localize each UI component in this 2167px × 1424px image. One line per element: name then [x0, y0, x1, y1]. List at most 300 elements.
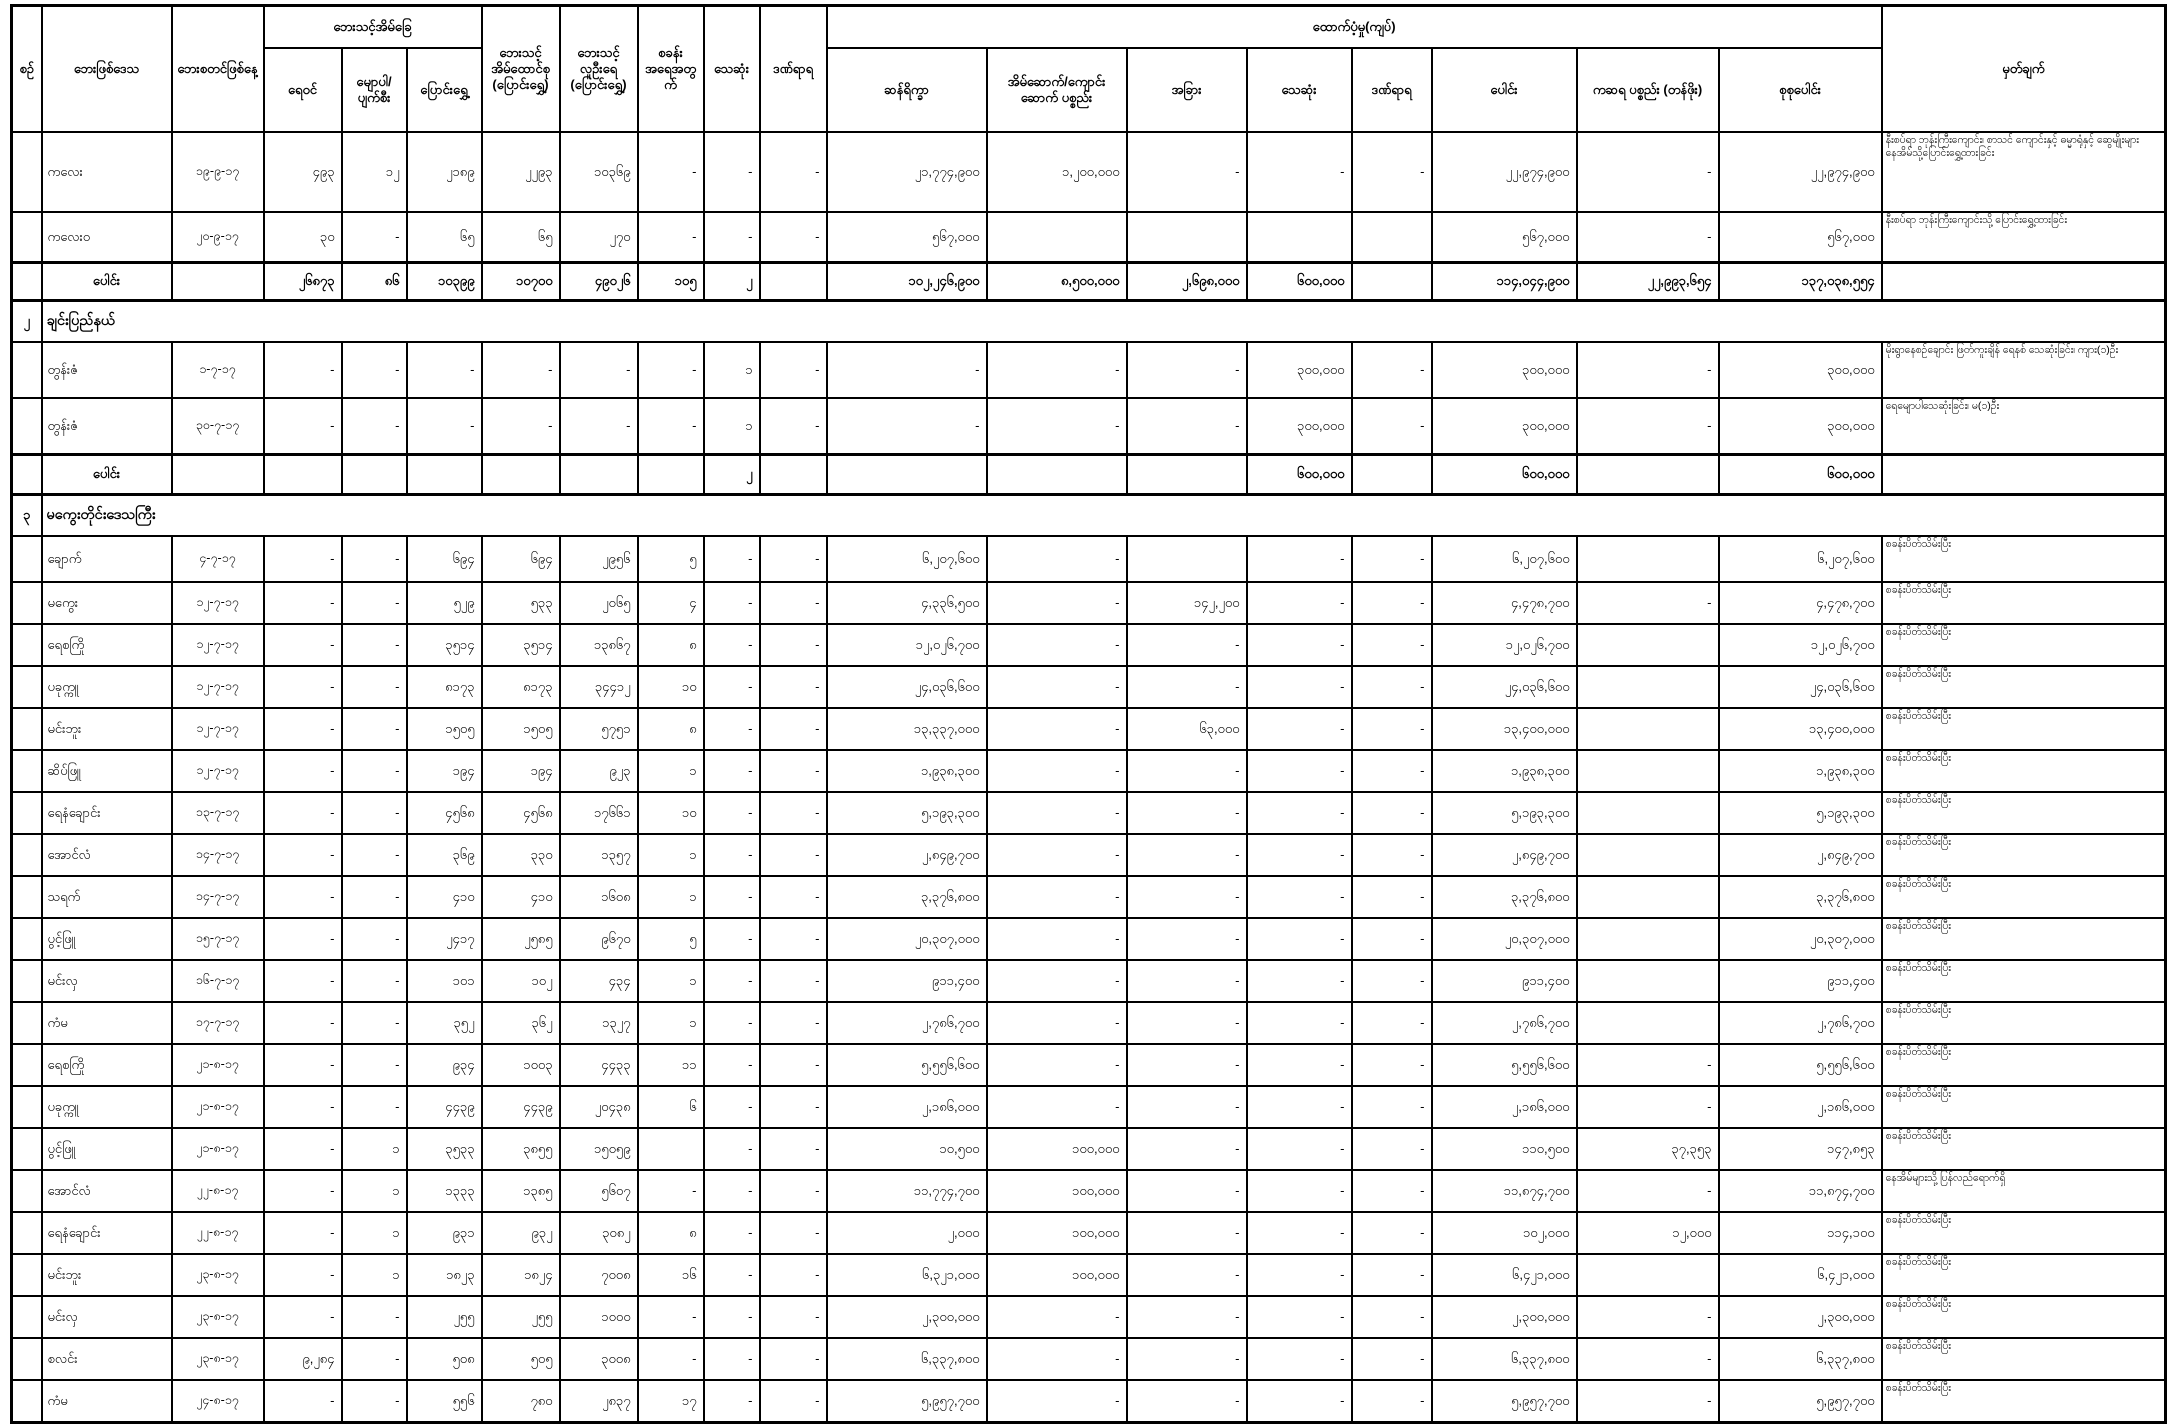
value-cell: ၅၆၇,၀၀၀: [827, 212, 987, 262]
value-cell: -: [342, 666, 407, 708]
value-cell: -: [1352, 1296, 1432, 1338]
value-cell: -: [1127, 876, 1247, 918]
value-cell: ၁: [704, 398, 760, 454]
value-cell: -: [987, 792, 1127, 834]
value-cell: ၆,၂၀၇,၆၀၀: [827, 536, 987, 582]
date-cell: ၂၀-၉-၁၇: [172, 212, 264, 262]
value-cell: [1127, 536, 1247, 582]
value-cell: [1352, 454, 1432, 494]
value-cell: ၄၁၀: [482, 876, 560, 918]
value-cell: -: [987, 1002, 1127, 1044]
value-cell: -: [1352, 750, 1432, 792]
table-row: [12, 1002, 2166, 1044]
value-cell: ၁၃၃၃: [407, 1170, 482, 1212]
value-cell: ၂,၃၀၀,၀၀၀: [1432, 1296, 1577, 1338]
value-cell: ၁: [704, 342, 760, 398]
value-cell: -: [704, 1170, 760, 1212]
value-cell: -: [1247, 960, 1352, 1002]
value-cell: [407, 454, 482, 494]
value-cell: ၁: [638, 1002, 704, 1044]
sn-cell: [12, 582, 42, 624]
sn-cell: [12, 750, 42, 792]
value-cell: -: [264, 1086, 342, 1128]
value-cell: ၁၂,၀၂၆,၇၀၀: [1432, 624, 1577, 666]
value-cell: -: [1127, 750, 1247, 792]
value-cell: -: [1247, 1170, 1352, 1212]
value-cell: -: [704, 1380, 760, 1422]
value-cell: ၅,၉၅၇,၇၀၀: [1432, 1380, 1577, 1422]
value-cell: ၁၈၂၄: [482, 1254, 560, 1296]
value-cell: -: [760, 1002, 827, 1044]
table-row: [12, 132, 2166, 212]
date-cell: ၃၀-၇-၁၇: [172, 398, 264, 454]
header-injury-support: ဒဏ်ရာရ: [1352, 48, 1432, 132]
value-cell: ၂,၆၉၈,၀၀၀: [1127, 262, 1247, 300]
value-cell: -: [1352, 342, 1432, 398]
value-cell: [987, 212, 1127, 262]
value-cell: -: [704, 750, 760, 792]
value-cell: ၁၉၄: [482, 750, 560, 792]
value-cell: ၆: [638, 1086, 704, 1128]
value-cell: ၂၄,၀၃၆,၆၀၀: [827, 666, 987, 708]
value-cell: ၆,၂၀၇,၆၀၀: [1719, 536, 1882, 582]
value-cell: ၁၄၇,၈၅၃: [1719, 1128, 1882, 1170]
value-cell: ၃၆၉: [407, 834, 482, 876]
value-cell: -: [760, 960, 827, 1002]
value-cell: ၄,၃၃၆,၅၀၀: [827, 582, 987, 624]
value-cell: [1577, 708, 1719, 750]
header-sn: စဉ်: [12, 6, 42, 133]
value-cell: ၄၅၆၈: [407, 792, 482, 834]
sn-cell: [12, 536, 42, 582]
value-cell: -: [407, 398, 482, 454]
header-relocated: ပြောင်းရွှေ့: [407, 48, 482, 132]
table-row: [12, 876, 2166, 918]
value-cell: [1577, 792, 1719, 834]
value-cell: ၆၀၀,၀၀၀: [1247, 262, 1352, 300]
value-cell: ၃၇,၃၅၃: [1577, 1128, 1719, 1170]
value-cell: -: [1577, 1380, 1719, 1422]
area-cell: ကလေး: [42, 132, 172, 212]
value-cell: -: [704, 1128, 760, 1170]
value-cell: ၁၅၀၅: [407, 708, 482, 750]
value-cell: -: [987, 582, 1127, 624]
value-cell: -: [760, 918, 827, 960]
sn-cell: [12, 666, 42, 708]
total-label: ပေါင်း: [42, 454, 172, 494]
value-cell: -: [1127, 960, 1247, 1002]
value-cell: -: [1127, 1002, 1247, 1044]
value-cell: ၁၀၃၉၉: [407, 262, 482, 300]
date-cell: ၂၂-၈-၁၇: [172, 1212, 264, 1254]
value-cell: ၂: [704, 454, 760, 494]
value-cell: -: [342, 876, 407, 918]
value-cell: -: [1127, 342, 1247, 398]
value-cell: ၁၁၄,၁၀၀: [1719, 1212, 1882, 1254]
value-cell: -: [1127, 1044, 1247, 1086]
value-cell: ၂၀၄၃၈: [560, 1086, 638, 1128]
table-row: [12, 666, 2166, 708]
area-cell: အောင်လံ: [42, 1170, 172, 1212]
header-people: ဘေးသင့်လူဦးရေ (ပြောင်းရွှေ့): [560, 6, 638, 133]
area-cell: ဆိပ်ဖြူ: [42, 750, 172, 792]
value-cell: ၁: [638, 960, 704, 1002]
date-cell: ၁၄-၇-၁၇: [172, 876, 264, 918]
value-cell: ၆၅: [482, 212, 560, 262]
value-cell: -: [1127, 1380, 1247, 1422]
value-cell: -: [760, 1254, 827, 1296]
value-cell: -: [1247, 1044, 1352, 1086]
value-cell: ၂,၇၈၆,၇၀၀: [1719, 1002, 1882, 1044]
value-cell: -: [1352, 1380, 1432, 1422]
value-cell: -: [760, 624, 827, 666]
value-cell: -: [1247, 1296, 1352, 1338]
value-cell: ၅,၅၅၆,၆၀၀: [1719, 1044, 1882, 1086]
value-cell: -: [1127, 624, 1247, 666]
value-cell: ၆၀၀,၀၀၀: [1719, 454, 1882, 494]
date-cell: ၁၂-၇-၁၇: [172, 582, 264, 624]
value-cell: [1577, 666, 1719, 708]
value-cell: -: [704, 792, 760, 834]
value-cell: ၂၆၈၇၃: [264, 262, 342, 300]
value-cell: -: [760, 212, 827, 262]
remark-cell: စခန်းပိတ်သိမ်းပြီး: [1882, 1254, 2166, 1296]
value-cell: -: [704, 876, 760, 918]
value-cell: ၆,၄၂၁,၀၀၀: [1432, 1254, 1577, 1296]
value-cell: ၃၀၀,၀၀၀: [1247, 398, 1352, 454]
table-row: [12, 624, 2166, 666]
value-cell: -: [1247, 750, 1352, 792]
value-cell: -: [264, 1296, 342, 1338]
value-cell: ၁၀၀,၀၀၀: [987, 1128, 1127, 1170]
value-cell: -: [987, 834, 1127, 876]
section-title: ချင်းပြည်နယ်: [42, 300, 2166, 342]
area-cell: မင်းဘူး: [42, 708, 172, 750]
value-cell: ၁၃,၄၀၀,၀၀၀: [1719, 708, 1882, 750]
value-cell: -: [704, 624, 760, 666]
value-cell: ၁၁,၈၇၄,၇၀၀: [1719, 1170, 1882, 1212]
date-cell: [172, 454, 264, 494]
value-cell: ၇၀၀၈: [560, 1254, 638, 1296]
header-camps: စခန်းအရေအတွက်: [638, 6, 704, 133]
table-row: [12, 1338, 2166, 1380]
table-row: [12, 1296, 2166, 1338]
value-cell: ၁,၉၃၈,၃၀၀: [1719, 750, 1882, 792]
value-cell: ၃၆၂: [482, 1002, 560, 1044]
value-cell: -: [264, 582, 342, 624]
date-cell: ၁၇-၇-၁၇: [172, 1002, 264, 1044]
sn-cell: [12, 1212, 42, 1254]
value-cell: -: [704, 834, 760, 876]
value-cell: -: [760, 876, 827, 918]
value-cell: ၆,၄၂၁,၀၀၀: [1719, 1254, 1882, 1296]
table-header: [12, 6, 2166, 133]
value-cell: ၈: [638, 624, 704, 666]
value-cell: -: [760, 536, 827, 582]
value-cell: ၁၅၀၅: [482, 708, 560, 750]
value-cell: -: [987, 398, 1127, 454]
value-cell: ၅,၁၉၃,၃၀၀: [1719, 792, 1882, 834]
value-cell: ၁၁: [638, 1044, 704, 1086]
section-title: မကွေးတိုင်းဒေသကြီး: [42, 494, 2166, 536]
table-body: [12, 132, 2166, 1422]
value-cell: ၉၃၁: [407, 1212, 482, 1254]
value-cell: ၃,၃၇၆,၈၀၀: [1719, 876, 1882, 918]
sn-cell: [12, 1086, 42, 1128]
value-cell: ၆,၃၃၇,၈၀၀: [1719, 1338, 1882, 1380]
value-cell: ၃၈၅၅: [482, 1128, 560, 1170]
value-cell: -: [1352, 876, 1432, 918]
value-cell: -: [760, 1338, 827, 1380]
value-cell: ၈၆: [342, 262, 407, 300]
value-cell: ၁: [638, 750, 704, 792]
date-cell: ၂၁-၈-၁၇: [172, 1128, 264, 1170]
value-cell: -: [1577, 1170, 1719, 1212]
value-cell: ၅၇၅၁: [560, 708, 638, 750]
remark-cell: စခန်းပိတ်သိမ်းပြီး: [1882, 1212, 2166, 1254]
value-cell: -: [1352, 708, 1432, 750]
value-cell: -: [1352, 1338, 1432, 1380]
value-cell: ၂,၈၄၉,၇၀၀: [1432, 834, 1577, 876]
value-cell: ၁၀၁: [407, 960, 482, 1002]
date-cell: ၁၄-၇-၁၇: [172, 834, 264, 876]
value-cell: -: [987, 1380, 1127, 1422]
value-cell: ၁၀၀၀: [560, 1296, 638, 1338]
value-cell: -: [987, 876, 1127, 918]
table-row: [12, 1128, 2166, 1170]
value-cell: ၆၃,၀၀၀: [1127, 708, 1247, 750]
section-number-cell: ၃: [12, 494, 42, 536]
sn-cell: [12, 918, 42, 960]
value-cell: ၆၀၀,၀၀၀: [1247, 454, 1352, 494]
value-cell: -: [1247, 918, 1352, 960]
value-cell: -: [760, 582, 827, 624]
value-cell: ၁: [342, 1212, 407, 1254]
value-cell: ၁၀၂,၂၄၆,၉၀၀: [827, 262, 987, 300]
area-cell: တွန်းဇံ: [42, 398, 172, 454]
value-cell: ၆၉၄: [482, 536, 560, 582]
area-cell: ရေစကြို: [42, 1044, 172, 1086]
value-cell: ၈,၅၀၀,၀၀၀: [987, 262, 1127, 300]
value-cell: -: [1127, 1086, 1247, 1128]
value-cell: ၃,၃၇၆,၈၀၀: [1432, 876, 1577, 918]
value-cell: -: [760, 1212, 827, 1254]
date-cell: ၄-၇-၁၇: [172, 536, 264, 582]
value-cell: -: [1127, 1128, 1247, 1170]
value-cell: ၂၅၅: [407, 1296, 482, 1338]
remark-cell: စခန်းပိတ်သိမ်းပြီး: [1882, 1338, 2166, 1380]
table-row: [12, 536, 2166, 582]
value-cell: ၂၁၈၉: [407, 132, 482, 212]
value-cell: -: [1352, 1212, 1432, 1254]
value-cell: ၁၅၀၅၉: [560, 1128, 638, 1170]
value-cell: ၂၂,၉၉၃,၆၅၄: [1577, 262, 1719, 300]
value-cell: ၂၉၅၆: [560, 536, 638, 582]
value-cell: -: [1577, 1338, 1719, 1380]
value-cell: -: [264, 708, 342, 750]
value-cell: ၁၄၂,၂၀၀: [1127, 582, 1247, 624]
value-cell: ၂: [704, 262, 760, 300]
value-cell: -: [342, 342, 407, 398]
value-cell: -: [1577, 1086, 1719, 1128]
sn-cell: [12, 792, 42, 834]
value-cell: [1577, 960, 1719, 1002]
value-cell: ၁,၉၃၈,၃၀၀: [827, 750, 987, 792]
value-cell: ၉၁၁,၄၀၀: [827, 960, 987, 1002]
value-cell: ၂၄,၀၃၆,၆၀၀: [1432, 666, 1577, 708]
value-cell: -: [760, 750, 827, 792]
value-cell: -: [1352, 834, 1432, 876]
value-cell: -: [407, 342, 482, 398]
value-cell: -: [1577, 398, 1719, 454]
value-cell: ၃၅၁၄: [407, 624, 482, 666]
value-cell: -: [1247, 582, 1352, 624]
value-cell: ၄၅၆၈: [482, 792, 560, 834]
value-cell: ၂၀,၃၀၇,၀၀၀: [1432, 918, 1577, 960]
value-cell: -: [704, 212, 760, 262]
value-cell: ၂၀,၃၀၇,၀၀၀: [1719, 918, 1882, 960]
value-cell: ၄: [638, 582, 704, 624]
value-cell: ၄၄၃၉: [482, 1086, 560, 1128]
value-cell: -: [1352, 1044, 1432, 1086]
header-households: ဘေးသင့်အိမ်ထောင်စု (ပြောင်းရွှေ့): [482, 6, 560, 133]
table-row: [12, 1170, 2166, 1212]
value-cell: ၃၅၃၃: [407, 1128, 482, 1170]
table-row: [12, 834, 2166, 876]
value-cell: -: [264, 342, 342, 398]
value-cell: ၉၃၄: [407, 1044, 482, 1086]
sn-cell: [12, 1170, 42, 1212]
table-row: [12, 1044, 2166, 1086]
remark-cell: စခန်းပိတ်သိမ်းပြီး: [1882, 1086, 2166, 1128]
date-cell: ၂၃-၈-၁၇: [172, 1254, 264, 1296]
value-cell: -: [342, 1086, 407, 1128]
value-cell: -: [1247, 1380, 1352, 1422]
header-remark: မှတ်ချက်: [1882, 6, 2166, 133]
header-deaths: သေဆုံး: [704, 6, 760, 133]
value-cell: -: [704, 708, 760, 750]
value-cell: ၂၂,၉၇၄,၉၀၀: [1432, 132, 1577, 212]
table-row: [12, 1254, 2166, 1296]
value-cell: -: [1247, 1338, 1352, 1380]
value-cell: -: [264, 536, 342, 582]
value-cell: -: [638, 212, 704, 262]
value-cell: ၁၀,၅၀၀: [827, 1128, 987, 1170]
value-cell: -: [1247, 132, 1352, 212]
value-cell: -: [704, 1044, 760, 1086]
header-washed: မျောပါ/ပျက်စီး: [342, 48, 407, 132]
value-cell: ၁၃၈၆၇: [560, 624, 638, 666]
value-cell: ၅၃၃: [482, 582, 560, 624]
value-cell: -: [760, 342, 827, 398]
value-cell: -: [1352, 624, 1432, 666]
date-cell: ၂၂-၈-၁၇: [172, 1170, 264, 1212]
sn-cell: [12, 398, 42, 454]
value-cell: ၉၁၁,၄၀၀: [1432, 960, 1577, 1002]
total-label: ပေါင်း: [42, 262, 172, 300]
header-support-group: ထောက်ပံ့မှု(ကျပ်): [827, 6, 1882, 49]
value-cell: -: [482, 342, 560, 398]
area-cell: ကံမ: [42, 1002, 172, 1044]
value-cell: ၁၂,၀၂၆,၇၀၀: [1719, 624, 1882, 666]
value-cell: ၃၅၁၄: [482, 624, 560, 666]
date-cell: ၁၉-၉-၁၇: [172, 132, 264, 212]
value-cell: ၂,၁၈၆,၀၀၀: [827, 1086, 987, 1128]
section-header-row: [12, 300, 2166, 342]
remark-cell: စခန်းပိတ်သိမ်းပြီး: [1882, 582, 2166, 624]
value-cell: -: [342, 398, 407, 454]
remark-cell: စခန်းပိတ်သိမ်းပြီး: [1882, 1296, 2166, 1338]
value-cell: -: [1577, 132, 1719, 212]
sn-cell: [12, 1002, 42, 1044]
header-relief-goods: ကဆရ ပစ္စည်း (တန်ဖိုး): [1577, 48, 1719, 132]
date-cell: ၁၅-၇-၁၇: [172, 918, 264, 960]
value-cell: ၁,၉၃၈,၃၀၀: [1432, 750, 1577, 792]
section-header-row: [12, 494, 2166, 536]
value-cell: -: [1127, 834, 1247, 876]
value-cell: -: [1127, 1212, 1247, 1254]
value-cell: [760, 262, 827, 300]
remark-cell: စခန်းပိတ်သိမ်းပြီး: [1882, 750, 2166, 792]
value-cell: ၁၃၈၅: [482, 1170, 560, 1212]
value-cell: [760, 454, 827, 494]
value-cell: -: [987, 960, 1127, 1002]
sn-cell: [12, 834, 42, 876]
area-cell: ကလေးဝ: [42, 212, 172, 262]
value-cell: -: [342, 750, 407, 792]
value-cell: [1577, 1002, 1719, 1044]
value-cell: -: [987, 342, 1127, 398]
area-cell: မင်းလှ: [42, 1296, 172, 1338]
value-cell: ၁: [638, 876, 704, 918]
value-cell: -: [704, 1002, 760, 1044]
value-cell: ၃၀၀၈: [560, 1338, 638, 1380]
value-cell: ၃၄၄၁၂: [560, 666, 638, 708]
value-cell: [827, 454, 987, 494]
value-cell: ၁၀၃၆၉: [560, 132, 638, 212]
value-cell: ၁၀၂,၀၀၀: [1432, 1212, 1577, 1254]
value-cell: -: [704, 1296, 760, 1338]
value-cell: -: [482, 398, 560, 454]
value-cell: ၁၀၀,၀၀၀: [987, 1254, 1127, 1296]
value-cell: ၂၄,၀၃၆,၆၀၀: [1719, 666, 1882, 708]
value-cell: ၂၂၉၃: [482, 132, 560, 212]
value-cell: -: [1352, 1086, 1432, 1128]
disaster-relief-table: [10, 4, 2167, 1424]
value-cell: ၂၀,၃၀၇,၀၀၀: [827, 918, 987, 960]
value-cell: ၆၀၀,၀၀၀: [1432, 454, 1577, 494]
value-cell: -: [1247, 876, 1352, 918]
value-cell: ၄၉၀၂၆: [560, 262, 638, 300]
value-cell: -: [342, 1002, 407, 1044]
value-cell: -: [264, 960, 342, 1002]
value-cell: ၁၂: [342, 132, 407, 212]
value-cell: -: [760, 792, 827, 834]
value-cell: ၃၀၀,၀၀၀: [1432, 398, 1577, 454]
value-cell: -: [1352, 1170, 1432, 1212]
table-row: [12, 582, 2166, 624]
value-cell: ၄,၄၇၈,၇၀၀: [1432, 582, 1577, 624]
header-injured: ဒဏ်ရာရ: [760, 6, 827, 133]
area-cell: ကံမ: [42, 1380, 172, 1422]
value-cell: ၂၈၃၇: [560, 1380, 638, 1422]
value-cell: -: [264, 792, 342, 834]
value-cell: ၁၀၂: [482, 960, 560, 1002]
value-cell: ၂,၃၀၀,၀၀၀: [1719, 1296, 1882, 1338]
remark-cell: နီးစပ်ရာ ဘုန်းကြီးကျောင်းသို့ ပြောင်းရွှေ့ထားခြင်း: [1882, 212, 2166, 262]
value-cell: -: [1577, 212, 1719, 262]
value-cell: ၂,၈၄၉,၇၀၀: [827, 834, 987, 876]
